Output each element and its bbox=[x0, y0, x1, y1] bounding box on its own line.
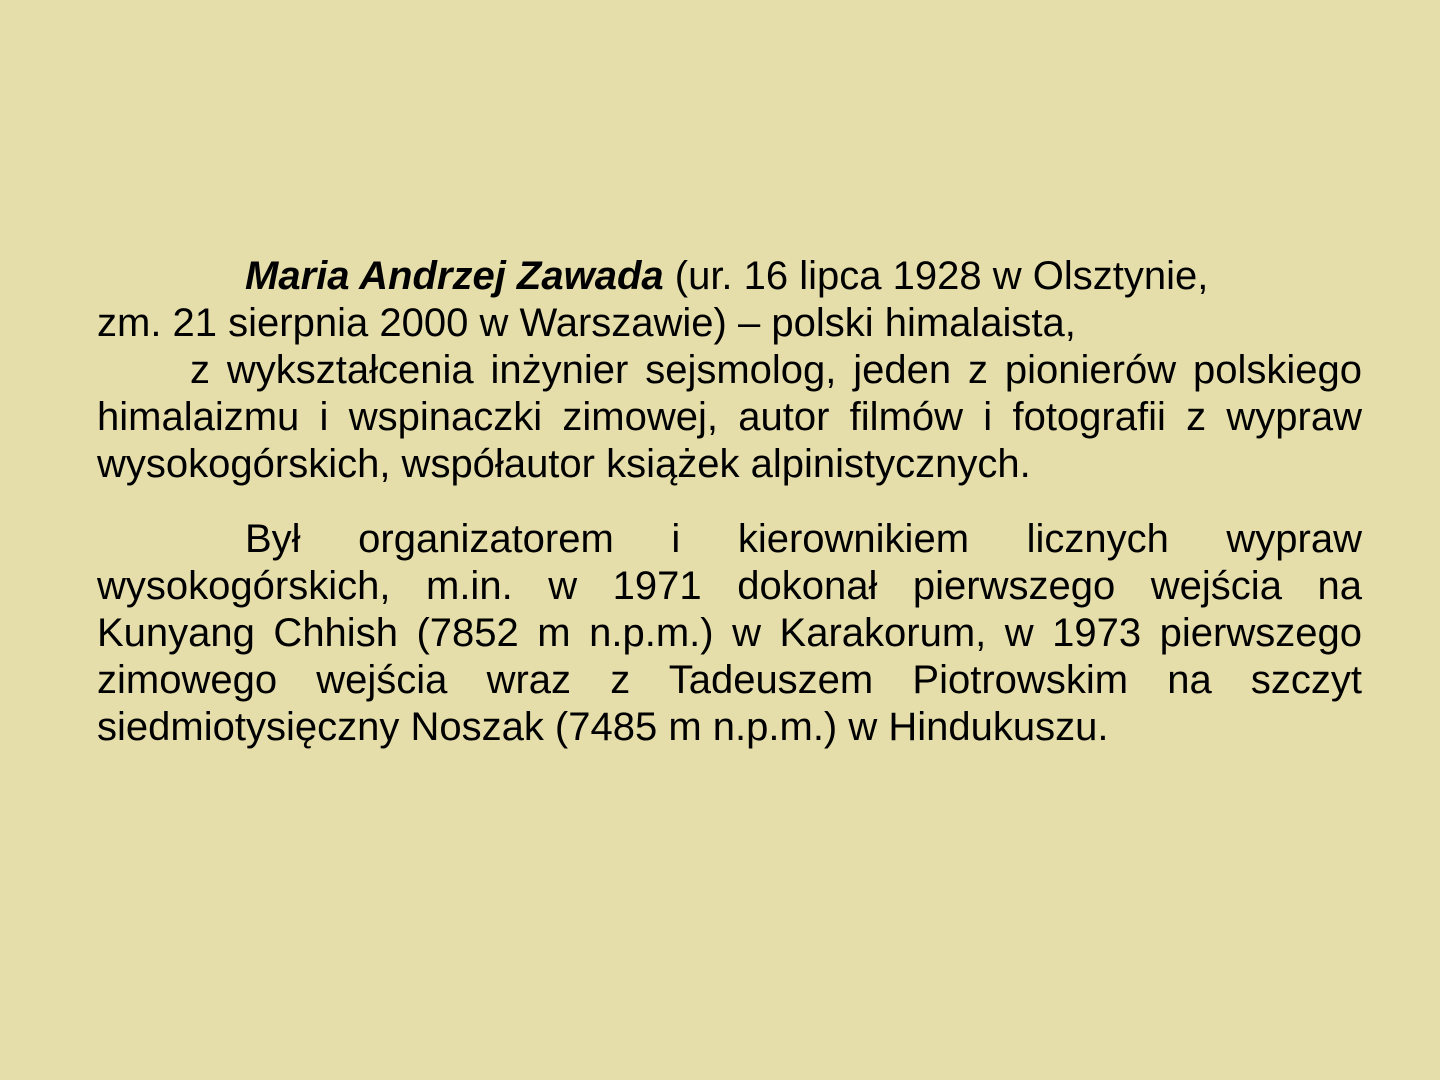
text-line: Kunyang Chhish (7852 m n.p.m.) w Karakorum, w 1973 pierwszego bbox=[97, 611, 1362, 655]
text-line bbox=[97, 253, 1362, 300]
text-line: siedmiotysięczny Noszak (7485 m n.p.m.) w Hindukuszu. bbox=[97, 705, 1109, 749]
text-line: zm. 21 sierpnia 2000 w Warszawie) – polski himalaista, bbox=[97, 301, 1076, 345]
text-line: himalaizmu i wspinaczki zimowej, autor filmów i fotografii z wypraw bbox=[97, 395, 1362, 439]
text-line: zimowego wejścia wraz z Tadeuszem Piotrowskim na szczyt bbox=[97, 658, 1362, 702]
text-line: wysokogórskich, współautor książek alpinistycznych. bbox=[97, 442, 1031, 486]
text-line: Był organizatorem i kierownikiem licznych wypraw bbox=[245, 517, 1362, 561]
paragraph-expeditions bbox=[97, 516, 1362, 751]
biography-text-block bbox=[97, 253, 1362, 751]
paragraph-intro bbox=[97, 253, 1362, 488]
text-line: wysokogórskich, m.in. w 1971 dokonał pierwszego wejścia na bbox=[97, 564, 1362, 608]
birth-date-text: (ur. 16 lipca 1928 w Olsztynie, bbox=[663, 254, 1209, 298]
text-line: z wykształcenia inżynier sejsmolog, jeden z pionierów polskiego bbox=[190, 348, 1362, 392]
person-name: Maria Andrzej Zawada bbox=[245, 254, 664, 298]
